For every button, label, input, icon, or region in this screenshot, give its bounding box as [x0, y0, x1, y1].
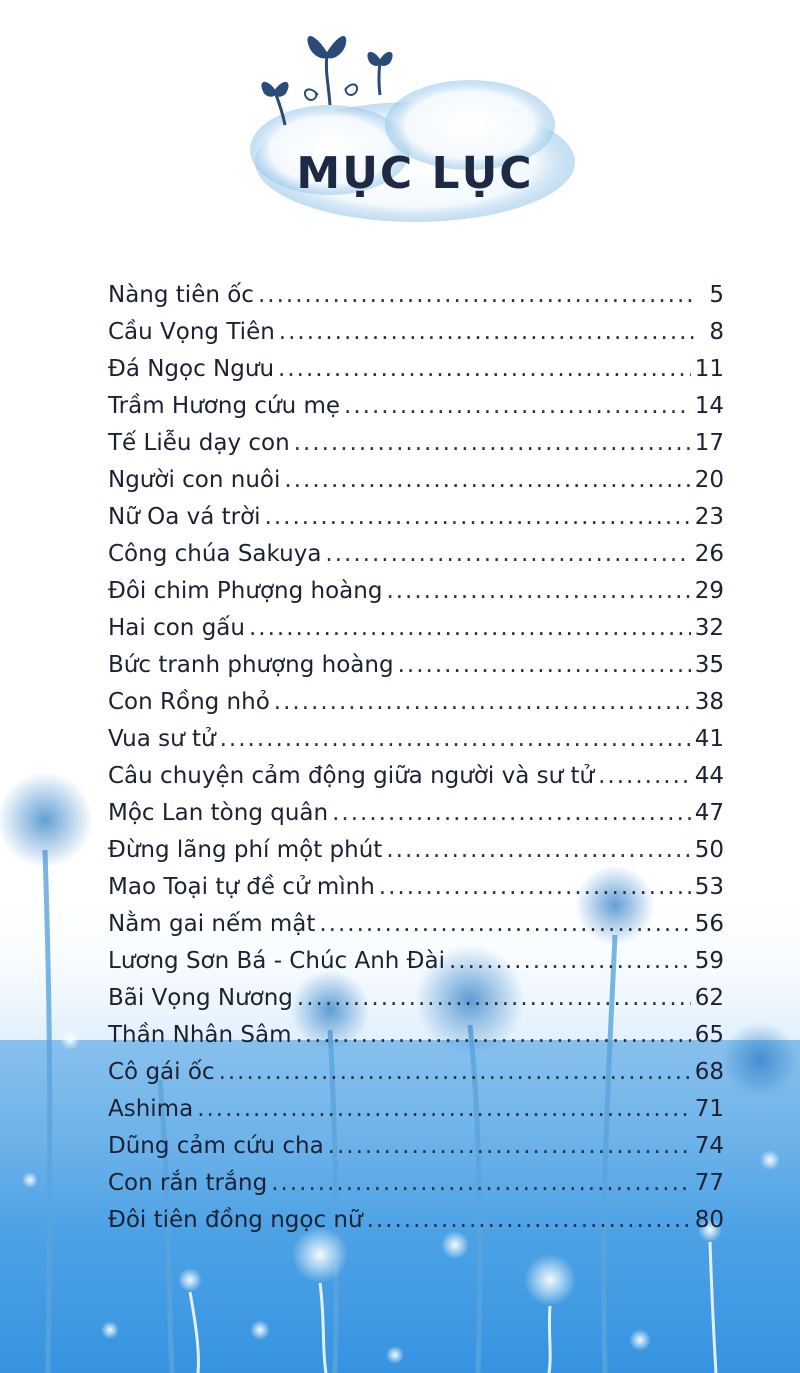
toc-entry-page: 32: [694, 615, 724, 641]
toc-entry: [108, 467, 724, 504]
toc-entry-page: 20: [694, 467, 724, 493]
toc-entry: [108, 874, 724, 911]
toc-entry-page: 11: [694, 356, 724, 382]
toc-entry-title: Hai con gấu: [108, 615, 245, 641]
toc-entry-page: 65: [694, 1022, 724, 1048]
toc-dot-leader: [325, 541, 690, 567]
table-of-contents: [108, 282, 724, 1244]
toc-dot-leader: [297, 985, 691, 1011]
toc-entry-title: Dũng cảm cứu cha: [108, 1133, 324, 1159]
toc-dot-leader: [294, 430, 691, 456]
toc-entry-title: Mộc Lan tòng quân: [108, 800, 329, 826]
toc-entry-title: Cầu Vọng Tiên: [108, 319, 275, 345]
toc-entry: [108, 1022, 724, 1059]
toc-entry: [108, 652, 724, 689]
toc-dot-leader: [219, 1059, 691, 1085]
toc-dot-leader: [278, 356, 691, 382]
toc-dot-leader: [379, 874, 691, 900]
toc-entry: [108, 1059, 724, 1096]
toc-entry-page: 56: [694, 911, 724, 937]
toc-dot-leader: [295, 1022, 690, 1048]
toc-entry-page: 41: [694, 726, 724, 752]
toc-entry-page: 29: [694, 578, 724, 604]
toc-entry-title: Con rắn trắng: [108, 1170, 268, 1196]
toc-entry: [108, 430, 724, 467]
toc-entry-page: 62: [694, 985, 724, 1011]
toc-entry: [108, 837, 724, 874]
toc-dot-leader: [279, 319, 696, 345]
toc-entry-title: Thần Nhân Sâm: [108, 1022, 292, 1048]
toc-entry-page: 50: [694, 837, 724, 863]
toc-entry-title: Ashima: [108, 1096, 194, 1122]
toc-dot-leader: [197, 1096, 691, 1122]
toc-entry-page: 47: [694, 800, 724, 826]
toc-entry: [108, 726, 724, 763]
toc-entry-page: 71: [694, 1096, 724, 1122]
toc-entry-title: Tế Liễu dạy con: [108, 430, 290, 456]
toc-entry: [108, 504, 724, 541]
toc-entry-title: Lương Sơn Bá - Chúc Anh Đài: [108, 948, 445, 974]
toc-entry-title: Nàng tiên ốc: [108, 282, 254, 308]
toc-entry: [108, 578, 724, 615]
toc-entry-title: Đôi chim Phượng hoàng: [108, 578, 383, 604]
toc-entry-title: Cô gái ốc: [108, 1059, 215, 1085]
toc-entry: [108, 985, 724, 1022]
toc-entry-page: 44: [694, 763, 724, 789]
toc-dot-leader: [274, 689, 691, 715]
toc-entry-title: Vua sư tử: [108, 726, 216, 752]
title-area: [250, 20, 580, 235]
toc-dot-leader: [344, 393, 691, 419]
toc-entry-title: Đá Ngọc Ngưu: [108, 356, 275, 382]
toc-entry: [108, 800, 724, 837]
toc-entry-page: 38: [694, 689, 724, 715]
toc-entry: [108, 541, 724, 578]
toc-dot-leader: [367, 1207, 691, 1233]
toc-entry: [108, 948, 724, 985]
toc-dot-leader: [258, 282, 696, 308]
toc-entry-page: 8: [709, 319, 724, 345]
toc-entry-title: Trầm Hương cứu mẹ: [108, 393, 341, 419]
page-title: MỤC LỤC: [296, 148, 534, 199]
toc-dot-leader: [386, 578, 690, 604]
toc-dot-leader: [284, 467, 690, 493]
toc-entry: [108, 1207, 724, 1244]
toc-dot-leader: [220, 726, 691, 752]
toc-dot-leader: [386, 837, 690, 863]
toc-entry-page: 17: [694, 430, 724, 456]
toc-dot-leader: [398, 652, 691, 678]
toc-entry: [108, 689, 724, 726]
toc-entry-title: Nữ Oa vá trời: [108, 504, 261, 530]
toc-entry-title: Con Rồng nhỏ: [108, 689, 270, 715]
toc-entry-page: 5: [709, 282, 724, 308]
toc-entry-title: Câu chuyện cảm động giữa người và sư tử: [108, 763, 595, 789]
toc-dot-leader: [332, 800, 691, 826]
toc-entry-page: 14: [694, 393, 724, 419]
toc-entry: [108, 393, 724, 430]
toc-entry-page: 53: [694, 874, 724, 900]
toc-entry-title: Công chúa Sakuya: [108, 541, 322, 567]
toc-entry-page: 68: [694, 1059, 724, 1085]
toc-entry: [108, 319, 724, 356]
toc-entry-page: 80: [694, 1207, 724, 1233]
toc-entry-page: 23: [694, 504, 724, 530]
toc-entry-page: 59: [694, 948, 724, 974]
toc-entry: [108, 615, 724, 652]
toc-dot-leader: [249, 615, 691, 641]
toc-entry: [108, 356, 724, 393]
toc-entry-title: Đôi tiên đồng ngọc nữ: [108, 1207, 363, 1233]
toc-entry-title: Bãi Vọng Nương: [108, 985, 293, 1011]
toc-entry: [108, 1170, 724, 1207]
toc-dot-leader: [598, 763, 691, 789]
toc-entry: [108, 1133, 724, 1170]
toc-entry: [108, 282, 724, 319]
toc-entry-title: Nằm gai nếm mật: [108, 911, 316, 937]
toc-dot-leader: [328, 1133, 691, 1159]
toc-entry-title: Người con nuôi: [108, 467, 281, 493]
toc-entry-title: Mao Toại tự đề cử mình: [108, 874, 375, 900]
toc-dot-leader: [449, 948, 691, 974]
toc-entry-page: 77: [694, 1170, 724, 1196]
toc-entry-title: Đừng lãng phí một phút: [108, 837, 383, 863]
toc-entry-page: 35: [694, 652, 724, 678]
toc-entry-page: 26: [694, 541, 724, 567]
toc-dot-leader: [319, 911, 690, 937]
toc-entry: [108, 763, 724, 800]
toc-dot-leader: [265, 504, 691, 530]
toc-entry: [108, 1096, 724, 1133]
toc-dot-leader: [271, 1170, 691, 1196]
toc-entry-title: Bức tranh phượng hoàng: [108, 652, 394, 678]
toc-entry-page: 74: [694, 1133, 724, 1159]
toc-entry: [108, 911, 724, 948]
